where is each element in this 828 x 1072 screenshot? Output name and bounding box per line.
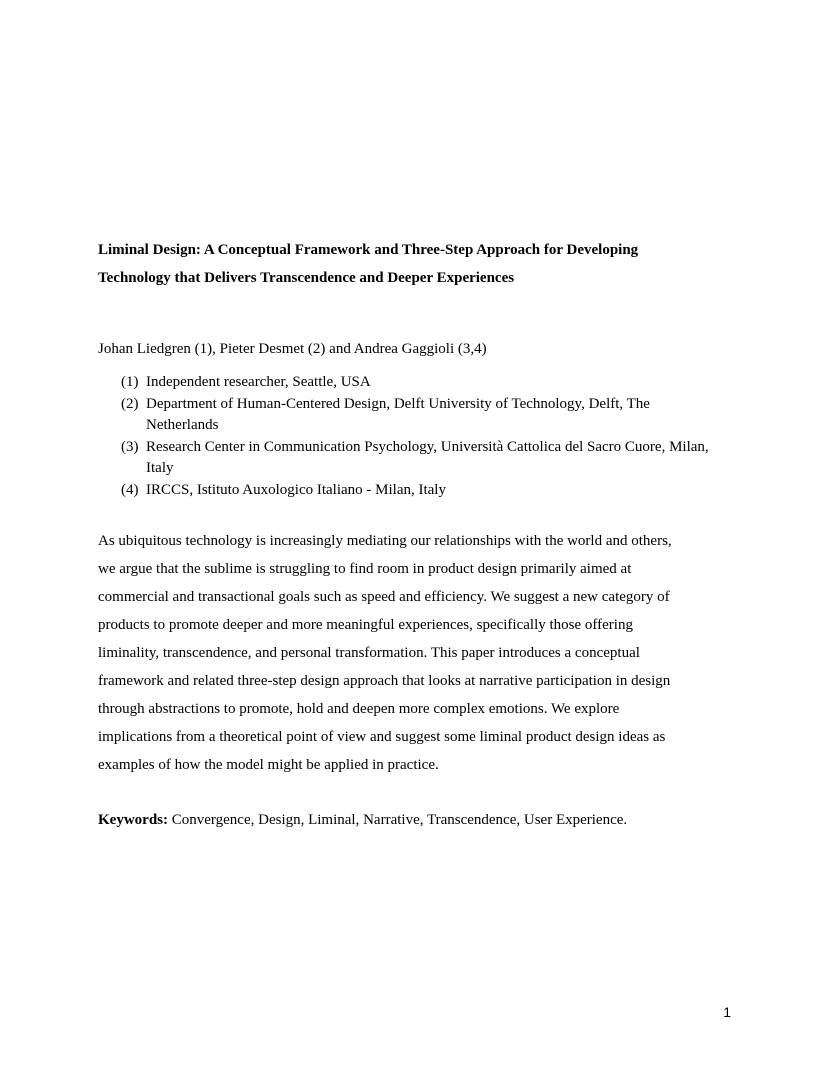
affiliation-text: Department of Human-Centered Design, Delft University of Technology, Delft, The Netherlands (146, 395, 650, 433)
paper-title (98, 236, 738, 292)
abstract (98, 527, 738, 779)
affiliation-text: Independent researcher, Seattle, USA (146, 374, 371, 390)
page-number: 1 (723, 1004, 731, 1020)
abstract-line: we argue that the sublime is struggling to find room in product design primarily aimed at (98, 561, 632, 577)
affiliation-item (121, 394, 721, 437)
title-line-1: Liminal Design: A Conceptual Framework and Three-Step Approach for Developing (98, 242, 639, 258)
keywords-label: Keywords: (98, 812, 168, 828)
affiliation-number: (2) (121, 395, 139, 412)
abstract-line: implications from a theoretical point of view and suggest some liminal product design ideas as (98, 729, 666, 745)
affiliation-number: (4) (121, 481, 139, 498)
affiliation-item (121, 437, 721, 480)
keywords (98, 808, 627, 832)
affiliation-text: Research Center in Communication Psychology, Università Cattolica del Sacro Cuore, Milan, Italy (146, 438, 709, 476)
author-list: Johan Liedgren (1), Pieter Desmet (2) and Andrea Gaggioli (3,4) (98, 341, 487, 357)
keywords-text: Convergence, Design, Liminal, Narrative, Transcendence, User Experience. (168, 812, 628, 828)
abstract-line: commercial and transactional goals such as speed and efficiency. We suggest a new category of (98, 589, 670, 605)
abstract-line: products to promote deeper and more meaningful experiences, specifically those offering (98, 617, 633, 633)
abstract-line: examples of how the model might be applied in practice. (98, 757, 439, 773)
affiliation-list (121, 372, 721, 501)
affiliation-number: (3) (121, 438, 139, 455)
abstract-line: through abstractions to promote, hold and deepen more complex emotions. We explore (98, 701, 620, 717)
affiliation-number: (1) (121, 374, 139, 390)
abstract-line: liminality, transcendence, and personal transformation. This paper introduces a conceptual (98, 645, 640, 661)
abstract-line: framework and related three-step design approach that looks at narrative participation in design (98, 673, 671, 689)
title-line-2: Technology that Delivers Transcendence and Deeper Experiences (98, 270, 515, 286)
affiliation-item (121, 372, 721, 394)
affiliation-text: IRCCS, Istituto Auxologico Italiano - Milan, Italy (146, 481, 446, 498)
affiliation-item (121, 480, 721, 502)
abstract-line: As ubiquitous technology is increasingly mediating our relationships with the world and others, (98, 533, 672, 549)
